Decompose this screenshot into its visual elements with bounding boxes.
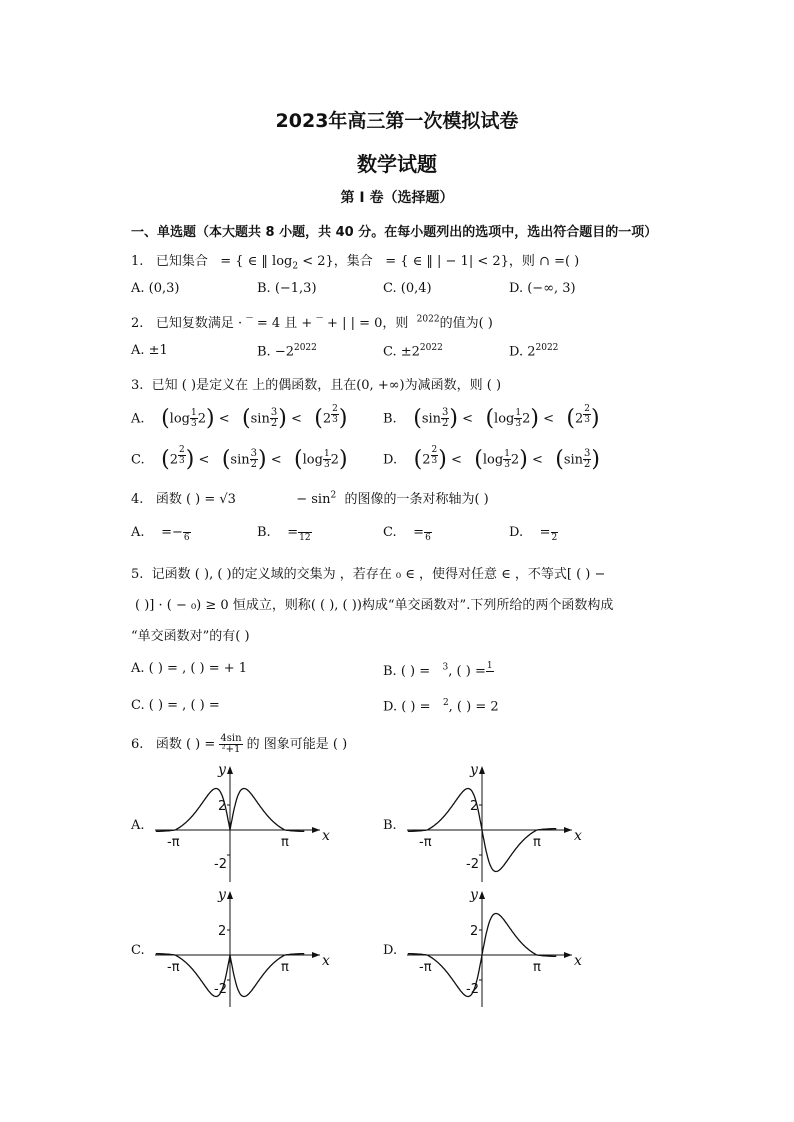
x-axis-arrow (312, 827, 320, 833)
q5-option-d: D. ( ) = $^2$, ( ) = 2 (383, 698, 499, 715)
y-axis-label: y (470, 887, 478, 903)
tick-minus-2: -2 (214, 857, 227, 872)
q5-option-a: A. ( ) = , ( ) = + 1 (131, 661, 248, 676)
y-axis-label: y (470, 762, 478, 778)
x-axis-label: x (322, 953, 330, 969)
question-5-line-1: 5. 记函数 ( ), ( )的定义域的交集为 ，若存在 ₀ ∈ ，使得对任意 ∈ ，不等式[ ( ) − (131, 567, 606, 582)
graph-label-d: D. (383, 943, 398, 958)
subject-title: 数学试题 (357, 152, 437, 176)
tick-2: 2 (470, 799, 479, 814)
graph-label-b: B. (383, 818, 397, 833)
q4-option-a: A. =− 6 (131, 522, 191, 543)
y-axis-arrow (479, 766, 485, 774)
question-1: 1. 已知集合 = { ∈ ‖ $\log_2 < 2$}，集合 = { ∈ ‖ | − 1| < 2}，则 ∩ =( ) (131, 254, 580, 272)
tick-minus-pi: -π (419, 835, 432, 850)
tick-minus-2: -2 (466, 982, 479, 997)
y-axis-arrow (227, 891, 233, 899)
graph-option-a (150, 760, 335, 885)
q1-option-d: D. (−∞, 3) (509, 281, 576, 296)
volume-title: 第 I 卷（选择题） (340, 190, 454, 206)
graph-option-d (402, 885, 587, 1010)
tick-pi: π (533, 960, 541, 975)
section-heading: 一、单选题（本大题共 8 小题，共 40 分。在每小题列出的选项中，选出符合题目的一项） (131, 225, 658, 240)
tick-2: 2 (218, 924, 227, 939)
q2-option-b: B. $-2^{2022}$ (257, 343, 317, 360)
question-4: 4. 函数 ( ) = $√3 - \sin^2$ 的图像的一条对称轴为( ) (131, 490, 489, 507)
exam-title: 2023年高三第一次模拟试卷 (275, 110, 519, 132)
q3-option-b: B. (sin $\frac{3}{2}$ ) < (log $\frac{1}{3}$ 2) < (2 $^{\frac{2}{3}}$ ) (383, 404, 600, 431)
y-axis-label: y (218, 887, 226, 903)
q2-option-d: D. $2^{2022}$ (509, 343, 559, 360)
y-axis-arrow (479, 891, 485, 899)
q2-option-a: A. ±1 (131, 343, 168, 358)
q5-option-c: C. ( ) = , ( ) = (131, 698, 220, 713)
q4-option-c: C. = 6 (383, 522, 432, 543)
tick-pi: π (533, 835, 541, 850)
q5-option-b: B. ( ) = $^3$, ( ) = 1 (383, 661, 493, 679)
q4-option-d: D. = 2 (509, 522, 558, 543)
x-axis-arrow (312, 952, 320, 958)
tick-pi: π (281, 835, 289, 850)
question-5-line-2: ( )] · ( − ₀) ≥ 0 恒成立，则称( ( ), ( ))构成“单交函数对”.下列所给的两个函数构成 (135, 598, 614, 613)
x-axis-label: x (574, 953, 582, 969)
q1-option-b: B. (−1,3) (257, 281, 317, 296)
tick-minus-pi: -π (167, 835, 180, 850)
x-axis-arrow (564, 827, 572, 833)
q3-option-d: D. (2 $^{\frac{2}{3}}$ ) < (log $\frac{1}{3}$ 2) < (sin $\frac{3}{2}$ ) (383, 445, 601, 472)
tick-minus-2: -2 (466, 857, 479, 872)
q3-option-c: C. (2 $^{\frac{2}{3}}$ ) < (sin $\frac{3}{2}$ ) < (log $\frac{1}{3}$ 2) (131, 445, 348, 472)
y-axis-arrow (227, 766, 233, 774)
x-axis-arrow (564, 952, 572, 958)
question-2: 2. 已知复数满足 · ‾ = 4 且 + ‾ + | | = 0，则 $^{2022}$的值为( ) (131, 314, 493, 331)
question-5-line-3: “单交函数对”的有( ) (131, 629, 250, 644)
question-3: 3. 已知 ( )是定义在 上的偶函数，且在(0, +∞)为减函数，则 ( ) (131, 378, 502, 393)
question-6: 6. 函数 ( ) = $\frac{4\sin}{\text{²+1}}$ 的 图象可能是 ( ) (131, 733, 348, 755)
graph-option-b (402, 760, 587, 885)
q1-option-c: C. (0,4) (383, 281, 432, 296)
tick-minus-2: -2 (214, 982, 227, 997)
tick-minus-pi: -π (419, 960, 432, 975)
tick-2: 2 (218, 799, 227, 814)
x-axis-label: x (574, 828, 582, 844)
tick-minus-pi: -π (167, 960, 180, 975)
tick-2: 2 (470, 924, 479, 939)
graph-option-c (150, 885, 335, 1010)
x-axis-label: x (322, 828, 330, 844)
q3-option-a: A. (log $\frac{1}{3}$ 2) < (sin $\frac{3}{2}$ ) < (2 $^{\frac{2}{3}}$ ) (131, 404, 348, 431)
graph-label-a: A. (131, 818, 145, 833)
q2-option-c: C. $\pm 2^{2022}$ (383, 343, 443, 360)
q1-option-a: A. (0,3) (131, 281, 180, 296)
graph-label-c: C. (131, 943, 145, 958)
tick-pi: π (281, 960, 289, 975)
q4-option-b: B. = 12 (257, 522, 312, 543)
y-axis-label: y (218, 762, 226, 778)
